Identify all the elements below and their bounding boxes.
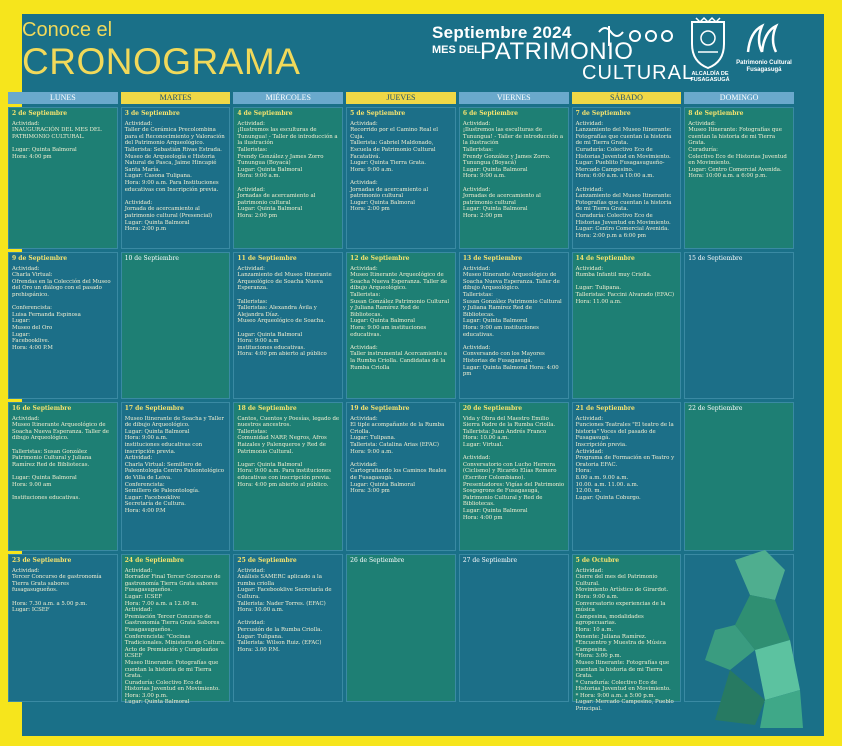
cell-date: 15 de Septiembre [688,255,743,262]
indigenous-figure-illustration-icon [695,540,805,730]
cell-text: Actividad: Museo Itinerante: Fotografías que cuentan la historia de mi Tierra Grata. Curaduría: Colectivo Eco de Historias Juventud en Movimiento. Lugar: Centro Comercial Avenida. Hora: 10:00 a.m. a 6:00 p.m. [688,120,787,180]
day-cell [346,107,456,249]
patrimonio-logo-icon [744,22,780,58]
cell-date: 7 de Septiembre [575,110,631,117]
weekday-wednesday: MIÉRCOLES [233,92,343,104]
weekday-header [8,92,794,104]
cell-text: Cantos, Cuentos y Poesías, legado de nuestros ancestros. Talleristas: Comunidad NARP, Negros, Afros Raizales y Palenqueros y Red de Patrimonio Cultural. Lugar: Quinta Balmoral Hora: 9:00 a.m. Para instituciones educativas con inscripción previa. Hora: 4:00 pm abierto al público. [237,415,340,488]
cell-date: 19 de Septiembre [350,405,410,412]
cell-text: Actividad: Recorrido por el Camino Real el Cuja. Tallerista: Gabriel Maldonado, Escuela de Patrimonio Cultural Facatativá. Lugar: Quinta Tierra Grata. Hora: 9:00 a.m. Actividad: Jornadas de acercamiento al patrimonio cultural Lugar: Quinta Balmoral Hora: 2:00 pm [350,120,438,213]
day-cell [233,252,343,399]
cell-text: Actividad: Lanzamiento del Museo Itinerante Arqueológico de Soacha Nueva Esperanza. Talleristas: Talleristas: Alexandra Ávila y Alejandra Díaz. Museo Arqueológico de Soacha. Lugar: Quinta Balmoral Hora: 9:00 a.m instituciones educativas. Hora: 4:00 pm abierto al público [237,265,332,358]
cell-text: Actividad: El tiple acompañante de la Rumba Criolla. Lugar: Tulipana. Tallerista: Catalina Arias (EFAC) Hora: 9:00 a.m. Actividad: Cartografiando los Caminos Reales de Fusagasugá. Lugar: Quinta Balmoral Hora: 3:00 pm [350,415,447,495]
cell-date: 5 de Septiembre [350,110,406,117]
cell-date: 8 de Septiembre [688,110,744,117]
day-cell [121,107,231,249]
cell-text: Actividad: Funciones Teatrales "El teatro de la historia" Voces del pasado de Fusagasugá. Inscripción previa. Actividad: Programa de Formación en Teatro y Oratoria EFAC. Hora: 8.00 a.m. 9.00 a.m. 10.00. a.m. 11.00. a.m. 12.00. m. Lugar: Quinta Coburgo. [575,415,675,501]
cell-date: 12 de Septiembre [350,255,410,262]
cell-text: Actividad: Análisis SAMERC aplicado a la rumba criolla Lugar: Facebooklive Secretaría de Cultura. Tallerista: Nader Torres. (EFAC) Hora: 10.00 a.m. Actividad: Percusión de la Rumba Criolla. Lugar: Tulipana. Tallerista: Wilson Ruiz. (EFAC) Hora: 3.00 P.M. [237,567,332,653]
cell-date: 9 de Septiembre [12,255,68,262]
cell-text: Actividad: Rumba Infantil muy Criolla. Lugar: Tulipana. Talleristas: Faccini Alvarado (EFAC) Hora: 11.00 a.m. [575,265,675,305]
municipal-shield-icon [688,18,728,70]
cell-date: 10 de Septiembre [124,255,179,262]
day-cell [121,402,231,551]
calendar-grid [8,92,794,713]
mes-del-label: MES DEL [432,44,481,56]
cell-date: 18 de Septiembre [237,405,297,412]
cell-date: 22 de Septiembre [688,405,743,412]
weekday-saturday: SÁBADO [572,92,682,104]
cell-date: 6 de Septiembre [462,110,518,117]
swirl-ornament-icon [595,22,675,50]
cell-date: 20 de Septiembre [462,405,523,412]
day-cell [346,554,456,702]
cell-date: 4 de Septiembre [237,110,293,117]
cell-text: Actividad: Cierre del mes del Patrimonio Cultural. Movimiento Artístico de Girardot. Hora: 9:00 a.m. Conversatorio experiencias de la música Campesina, modalidades agropecuarias. Hora: 10 a.m. Ponente: Juliana Ramírez. *Encuentro y Muestra de Música Campesina. *Hora: 3:00 p.m. Museo Itinerante: Fotografías que cuentan la historia de mi Tierra Grata. * Curaduría: Colectivo Eco de Historias Juventud en Movimiento. * Hora: 9:00 a.m. a 5:00 p.m. Lugar: Mercado Campesino, Pueblo Principal. [575,567,674,713]
day-cell [8,554,118,702]
cell-date: 5 de Octubre [575,557,620,564]
cell-text: Actividad: Lanzamiento del Museo Itinerante: Fotografías que cuentan la historia de mi Tierra Grata. Curaduría: Colectivo Eco de Historias Juventud en Movimiento. Lugar: Pueblito Fusagasugueño-Mercado Campesino. Hora: 6:00 a.m. a 10:00 a.m. Actividad: Lanzamiento del Museo Itinerante: Fotografías que cuentan la historia de mi Tierra Grata. Curaduría: Colectivo Eco de Historias Juventud en Movimiento. Lugar: Centro Comercial Avenida. Hora: 2:00 p.m a 6:00 pm [575,120,672,239]
day-cell [572,107,682,249]
cell-text: Vida y Obra del Maestro Emilio Sierra Padre de la Rumba Criolla. Tallerista: Juan Andrés Franco Hora: 10.00 a.m. Lugar: Virtual. Actividad: Conversatorio con Lucho Herrera (Ciclismo) y Ricardo Elías Romero (Escritor Colombiano). Presentadores: Vigías del Patrimonio Sosgogrons de Fusagasugá, Patrimonio Cultural y Red de Bibliotecas. Lugar: Quinta Balmoral Hora: 4:00 pm [462,415,565,521]
cell-date: 3 de Septiembre [124,110,180,117]
cell-text: Actividad: ¡Ilustremos las esculturas de Tunungua! - Taller de introducción a la ilustración Talleristas: Frendy González y James Zorro. Tunungua (Boyacá) Lugar: Quinta Balmoral Hora: 9:00 a.m. Actividad: Jornadas de acercamiento al patrimonio cultural Lugar: Quinta Balmoral Hora: 2:00 pm [462,120,564,219]
day-cell [8,252,118,399]
day-cell [8,107,118,249]
day-cell [459,107,569,249]
weekday-friday: VIERNES [459,92,569,104]
cultural-label: CULTURAL [582,62,695,84]
municipality-label: ALCALDÍA DE FUSAGASUGÁ [690,71,730,83]
day-cell [8,402,118,551]
cell-text: Actividad: Museo Itinerante Arqueológico de Soacha Nueva Esperanza. Taller de dibujo Arqueológico. Talleristas: Susan González Patrimonio Cultural y Juliana Ramírez Red de Bibliotecas. Lugar: Quinta Balmoral Hora: 9:00 am instituciones educativas. Actividad: Conversando con los Mayores Historias de Fusagasugá. Lugar: Quinta Balmoral Hora: 4:00 pm [462,265,562,378]
cell-date: 16 de Septiembre [12,405,72,412]
day-cell [572,554,682,713]
day-cell [346,252,456,399]
day-cell [684,252,794,399]
cell-date: 23 de Septiembre [12,557,72,564]
cell-text: Actividad: Tercer Concurso de gastronomía Tierra Grata sabores fusagasugueños. Hora: 7.30 a.m. a 5.00 p.m. Lugar: ICSEF [12,567,102,614]
cell-date: 25 de Septiembre [237,557,297,564]
cell-date: 14 de Septiembre [575,255,635,262]
cell-text: Actividad: Museo Itinerante Arqueológico de Soacha Nueva Esperanza. Taller de dibujo Arqueológico. Talleristas: Susan González Patrimonio Cultural y Juliana Ramírez Red de Bibliotecas. Lugar: Quinta Balmoral Hora: 9:00 am instituciones educativas. Actividad: Taller instrumental Acercamiento a la Rumba Criolla. Candidatas de la Rumba Criolla [350,265,450,371]
calendar-rows [8,107,794,713]
weekday-tuesday: MARTES [121,92,231,104]
cell-date: 27 de Septiembre [462,557,518,564]
day-cell [459,252,569,399]
cell-text: Actividad: Museo Itinerante Arqueológico de Soacha Nueva Esperanza. Taller de dibujo Arqueológico. Talleristas: Susan González Patrimonio Cultural y Juliana Ramírez Red de Bibliotecas. Lugar: Quinta Balmoral Hora: 9.00 am Instituciones educativas. [12,415,109,501]
day-cell [572,252,682,399]
day-cell [233,107,343,249]
cell-text: Actividad: ¡Ilustremos las esculturas de Tunungua! - Taller de introducción a la ilustración Talleristas: Frendy González y James Zorro Tunungua (Boyacá) Lugar: Quinta Balmoral Hora: 9:00 a.m. Actividad: Jornadas de acercamiento al patrimonio cultural Lugar: Quinta Balmoral Hora: 2:00 pm [237,120,338,219]
day-cell [121,252,231,399]
page-title: CRONOGRAMA [22,41,301,82]
cell-text: Actividad: INAUGURACIÓN DEL MES DEL PATRIMONIO CULTURAL. Lugar: Quinta Balmoral Hora: 4:00 pm [12,120,102,160]
cell-date: 24 de Septiembre [124,557,184,564]
day-cell [684,402,794,551]
day-cell [233,554,343,702]
day-cell [459,402,569,551]
weekday-thursday: JUEVES [346,92,456,104]
month-label: Septiembre 2024 [432,23,572,42]
cell-text: Actividad: Borrador Final Tercer Concurso de gastronomía Tierra Grata sabores Fusagasugueños. Lugar: ICSEF Hora: 7.00 a.m. a 12.00 m. Actividad: Premiación Tercer Concurso de Gastronomía Tierra Grata Sabores Fusagasugueños. Conferencista: "Cocinas Tradicionales. Ministerio de Cultura. Acto de Premiación y Cumpleaños ICSEF Museo Itinerante: Fotografías que cuentan la historia de mi Tierra Grata. Curaduría: Colectivo Eco de Historias Juventud en Movimiento. Hora: 3.00 p.m. Lugar: Quinta Balmoral [124,567,226,706]
cell-date: 13 de Septiembre [462,255,523,262]
cell-date: 26 de Septiembre [350,557,405,564]
cell-text: Museo Itinerante de Soacha y Taller de dibujo Arqueológico. Lugar: Quinta Balmoral Hora: 9:00 a.m. instituciones educativas con inscripción previa. Actividad: Charla Virtual: Semillero de Paleontología Centro Paleontológico de Villa de Leiva. Conferencista: Semillero de Paleontología. Lugar: Facebooklive Secretaría de Cultura. Hora: 4:00 P.M [124,415,224,514]
cell-text: Actividad: Taller de Cerámica Precolombina para el Reconocimiento y Valoración del Patrimonio Arqueológico. Tallerista: Sebastián Rivas Estrada. Museo de Arqueología e Historia Natural de Pasca, Jaime Hincapié Santa María. Lugar: Casona Tulipana. Hora: 9:00 a.m. Para Instituciones educativas con Inscripción previa. Actividad: Jornada de acercamiento al patrimonio cultural (Presencial) Lugar: Quinta Balmoral Hora: 2:00 p.m [124,120,225,233]
day-cell [684,107,794,249]
cell-date: 11 de Septiembre [237,255,297,262]
day-cell [459,554,569,702]
patrimonio-logo-label: Patrimonio Cultural Fusagasugá [736,60,792,73]
cell-text: Actividad: Charla Virtual: Ofrendas en la Colección del Museo del Oro un diálogo con el pasado prehispánico. Conferencista: Luisa Fernanda Espinosa Lugar: Museo del Oro Lugar: Facebooklive. Hora: 4:00 P.M [12,265,111,351]
day-cell [572,402,682,551]
day-cell [233,402,343,551]
cell-date: 2 de Septiembre [12,110,68,117]
patrimonio-label: PATRIMONIO [480,38,634,65]
weekday-monday: LUNES [8,92,118,104]
day-cell [121,554,231,706]
day-cell [346,402,456,551]
cell-date: 21 de Septiembre [575,405,635,412]
cell-date: 17 de Septiembre [124,405,184,412]
weekday-sunday: DOMINGO [684,92,794,104]
header-subtitle: Conoce el [22,19,113,41]
